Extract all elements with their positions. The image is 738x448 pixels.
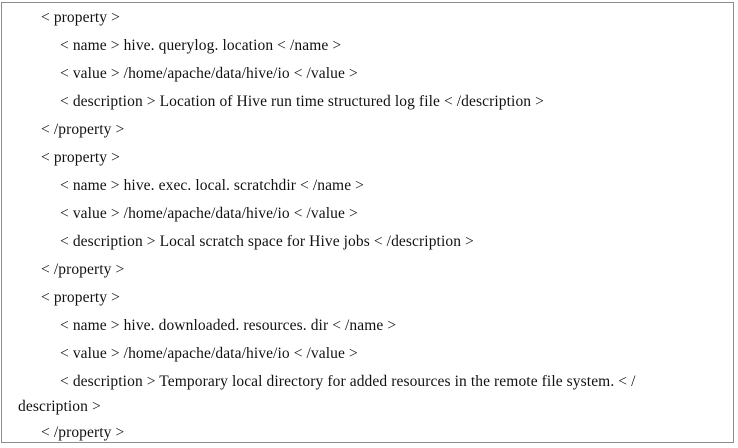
property-close-tag: < /property >	[41, 121, 125, 138]
code-listing-box	[1, 2, 734, 443]
value-element: < value > /home/apache/data/hive/io < /value >	[60, 65, 358, 82]
name-element: < name > hive. downloaded. resources. dir < /name >	[60, 317, 397, 334]
description-element: < description > Local scratch space for Hive jobs < /description >	[60, 233, 474, 250]
property-close-tag: < /property >	[41, 261, 125, 278]
property-close-tag: < /property >	[41, 424, 125, 441]
property-open-tag: < property >	[41, 149, 120, 166]
name-element: < name > hive. querylog. location < /name >	[60, 37, 342, 54]
name-element: < name > hive. exec. local. scratchdir < /name >	[60, 177, 365, 194]
property-open-tag: < property >	[41, 289, 120, 306]
property-open-tag: < property >	[41, 9, 120, 26]
description-continuation: description >	[18, 398, 101, 415]
description-element: < description > Temporary local directory for added resources in the remote file system. < /	[60, 373, 636, 390]
value-element: < value > /home/apache/data/hive/io < /value >	[60, 345, 358, 362]
value-element: < value > /home/apache/data/hive/io < /value >	[60, 205, 358, 222]
description-element: < description > Location of Hive run time structured log file < /description >	[60, 93, 544, 110]
